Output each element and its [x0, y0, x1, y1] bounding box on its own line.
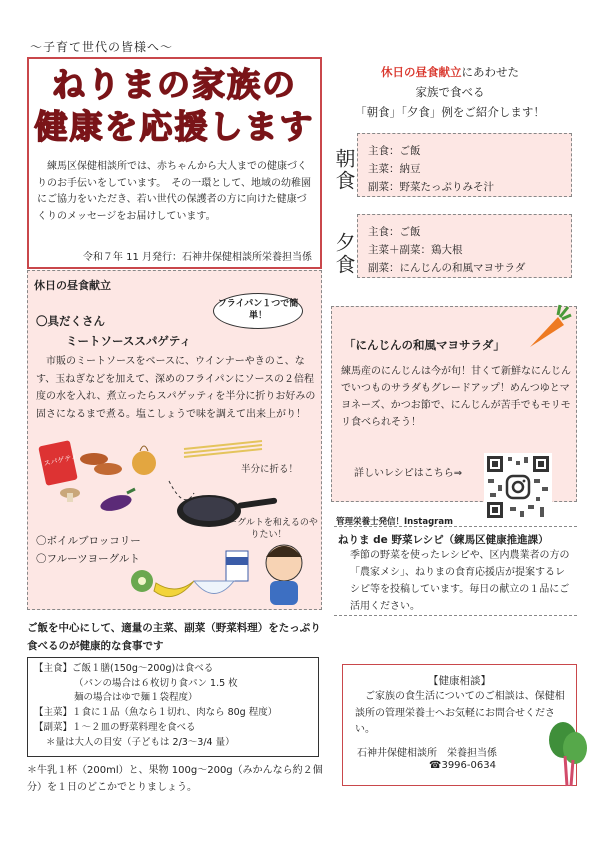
lunch-title: 休日の昼食献立 — [34, 279, 111, 292]
main-dish — [36, 311, 191, 351]
consultation-text: ご家族の食生活についてのご相談は、保健相談所の管理栄養士へお気軽にお問合せください。 — [355, 691, 565, 735]
rule-side: 【副菜】１〜２皿の野菜料理を食べる — [34, 721, 196, 733]
dinner-row: 主食：ご飯 — [368, 226, 421, 238]
rule-staple-note: 麺の場合はゆで麺１袋程度） — [74, 692, 198, 704]
nerima-recipe-box — [334, 526, 577, 616]
salad-title: 「にんじんの和風マヨサラダ」 — [344, 338, 505, 352]
yogurt-label: ヨーグルトを和えるのやりたい！ — [219, 518, 318, 541]
spinach-icon — [545, 718, 590, 788]
main-dish-line2: ミートソーススパゲティ — [66, 334, 192, 349]
recipe-link[interactable]: 詳しいレシピはこちら⇒ — [354, 468, 463, 479]
page-title — [34, 64, 315, 152]
eggplant-icon — [99, 489, 135, 514]
sausage-icon — [80, 453, 122, 475]
mushroom-icon — [60, 488, 80, 502]
main-dish-line1: 〇具だくさん — [36, 314, 105, 328]
menu-intro-em: 休日の昼食献立 — [381, 65, 462, 79]
rule-amount-note: ＊量は大人の目安（子どもは 2/3〜3/4 量） — [46, 736, 235, 748]
breakfast-label: 朝食 — [332, 148, 356, 192]
kiwi-icon — [131, 570, 153, 592]
milk-fruit-note: ＊牛乳１杯（200ml）と、果物 100g〜200g（みかんなら約２個分）を１日のどこかでとりましょう。 — [27, 765, 323, 793]
pasta-icon — [184, 441, 262, 457]
lunch-description: 市販のミートソースをベースに、ウインナーやきのこ、なす、玉ねぎなどを加えて、深めのフライパンにソースの２倍程度の水を入れ、煮立ったらスパゲッティを半分に折りお好みの固さになるまで煮る。塩こしょうで味を調えて出来上がり！ — [36, 356, 316, 420]
dinner-label: 夕食 — [332, 232, 356, 276]
title-line-1: ねりまの家族の — [52, 65, 297, 104]
speech-bubble: フライパン１つで簡単！ — [213, 293, 303, 329]
child-icon — [266, 545, 302, 605]
menu-intro-line3: 「朝食」「夕食」例をご紹介します！ — [355, 105, 545, 120]
package-label: スパゲティ — [43, 452, 79, 468]
menu-intro — [330, 62, 570, 122]
banana-icon — [154, 581, 194, 597]
spaghetti-package-icon — [38, 440, 78, 486]
title-line-2: 健康を応援します — [34, 107, 315, 146]
breakfast-row: 主食：ご飯 — [368, 145, 421, 157]
onion-icon — [132, 446, 156, 475]
greeting: 〜子育て世代の皆様へ〜 — [30, 40, 174, 54]
salad-panel — [331, 306, 577, 502]
nerima-recipe-text: 季節の野菜を使ったレシピや、区内農業者の方の「農家メシ」、ねりまの食育応援店が提案するレシピ等を投稿しています。毎日の献立の１品にご活用ください。 — [350, 550, 570, 612]
diet-rules-box — [27, 657, 319, 757]
dinner-row: 主菜＋副菜：鶏大根 — [368, 243, 463, 256]
dinner-box — [357, 214, 572, 278]
half-label: 半分に折る！ — [241, 464, 299, 475]
breakfast-row: 主菜：納豆 — [368, 162, 421, 175]
rule-main: 【主菜】１食に１品（魚なら１切れ、肉なら 80g 程度） — [34, 707, 278, 719]
consultation-phone[interactable]: ☎3996-0634 — [429, 760, 496, 771]
intro-text: 練馬区保健相談所では、赤ちゃんから大人までの健康づくりのお手伝いをしています。 その一環として、地域の幼稚園にご協力をいただき、若い世代の保護者の方に向けた健康づくりのメッセージをお届けしています。 — [37, 161, 311, 222]
side-dish: 〇フルーツヨーグルト — [36, 552, 140, 565]
diet-heading: ご飯を中心にして、適量の主菜、副菜（野菜料理）をたっぷり食べるのが健康的な食事です — [27, 622, 321, 652]
breakfast-box — [357, 133, 572, 197]
qr-code-icon[interactable] — [484, 453, 552, 521]
menu-intro-rest: にあわせた — [461, 65, 519, 79]
salad-text: 練馬産のにんじんは今が旬！甘くて新鮮なにんじんでいつものサラダもグレードアップ！めんつゆとマヨネーズ、かつお節で、にんじんが苦手でもモリモリ食べられそう！ — [341, 366, 571, 428]
rule-staple-note: （パンの場合は６枚切り食パン 1.5 枚 — [74, 677, 238, 689]
side-dishes — [36, 533, 141, 569]
title-box — [27, 57, 322, 269]
breakfast-row: 副菜：野菜たっぷりみそ汁 — [368, 180, 494, 193]
dinner-row: 副菜：にんじんの和風マヨサラダ — [368, 261, 526, 274]
lunch-panel — [27, 270, 322, 610]
issue-note: 令和７年 11 月発行：石神井保健相談所栄養担当係 — [82, 252, 312, 263]
nerima-recipe-title: ねりま de 野菜レシピ（練馬区健康推進課） — [338, 534, 549, 546]
side-dish: 〇ボイルブロッコリー — [36, 535, 141, 547]
carrot-icon — [522, 303, 572, 353]
rule-staple: 【主食】ご飯１膳(150g〜200g)は食べる — [34, 663, 214, 674]
bowl-icon — [194, 581, 234, 594]
consultation-box — [342, 664, 577, 786]
consultation-title: 【健康相談】 — [428, 675, 491, 687]
yogurt-cup-icon — [226, 551, 248, 581]
consultation-org: 石神井保健相談所 栄養担当係 — [357, 748, 497, 759]
nutritionist-heading: 管理栄養士発信！Instagram — [336, 517, 453, 527]
menu-intro-line2: 家族で食べる — [415, 85, 485, 100]
